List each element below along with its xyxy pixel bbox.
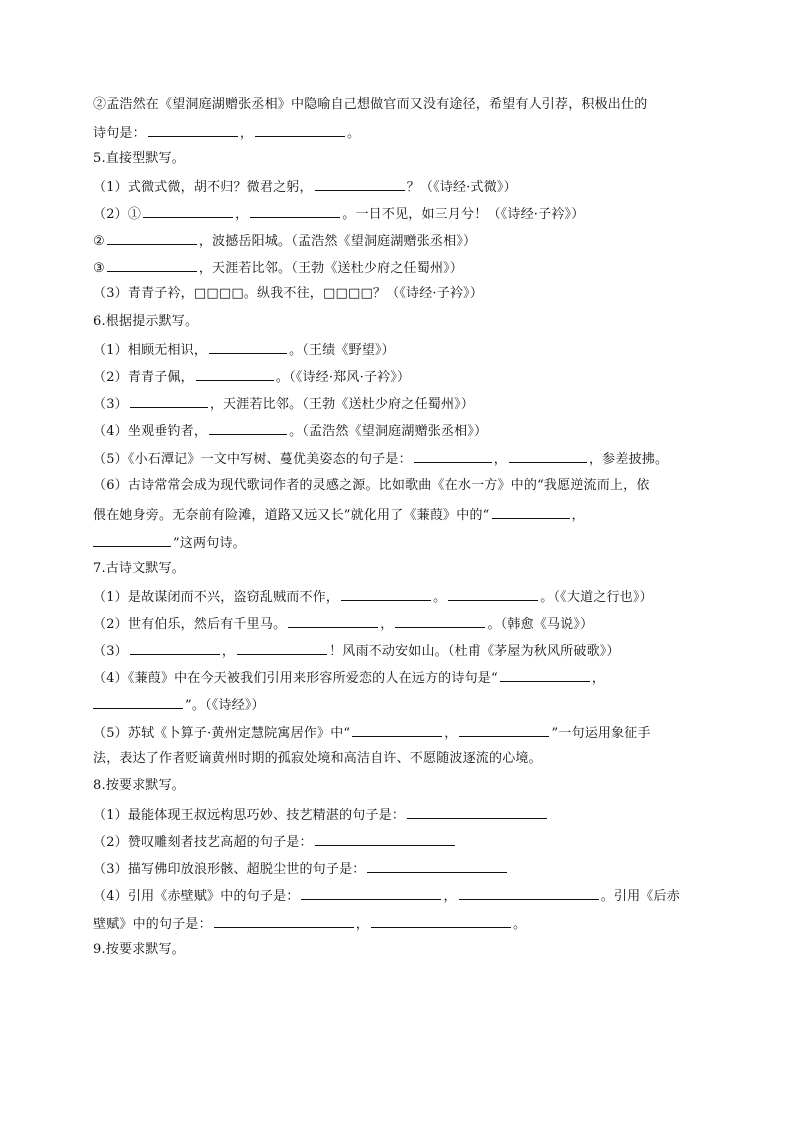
answer-blank[interactable] [107, 258, 197, 272]
q7-1 [93, 587, 653, 607]
answer-blank[interactable] [371, 914, 511, 928]
q4-2-line2 [93, 123, 360, 143]
text: （3） [93, 644, 128, 659]
section-9-heading [93, 941, 185, 959]
answer-blank[interactable] [209, 421, 287, 435]
text: 。 [433, 590, 447, 605]
text: 6.根据提示默写。 [93, 314, 199, 329]
answer-blank[interactable] [209, 340, 287, 354]
text: （1）最能体现王叔远构思巧妙、技艺精湛的句子是： [93, 808, 406, 823]
text: （1）是故谋闭而不兴，盗窃乱贼而不作， [93, 590, 340, 605]
text: ？（《诗经·式微》） [406, 180, 517, 195]
text: （2）青青子佩， [93, 370, 194, 385]
answer-blank[interactable] [301, 886, 441, 900]
q7-5-line2 [93, 750, 542, 768]
answer-blank[interactable] [492, 505, 570, 519]
text: （5）苏轼《卜算子·黄州定慧院寓居作》中“ [93, 726, 351, 741]
q5-3 [93, 285, 483, 303]
text: 7.古诗文默写。 [93, 561, 186, 576]
answer-blank[interactable] [448, 587, 538, 601]
q6-2 [93, 367, 410, 387]
text: ， [493, 452, 507, 467]
answer-blank[interactable] [341, 587, 431, 601]
text: ②孟浩然在《望洞庭湖赠张丞相》中隐喻自己想做官而又没有途径，希望有人引荐，积极出仕的 [93, 97, 648, 112]
q6-6-line3 [93, 533, 246, 553]
text: ， [235, 207, 249, 222]
q6-6-line1 [93, 477, 650, 495]
q8-4-line1 [93, 886, 680, 906]
text: ， [444, 726, 458, 741]
answer-blank[interactable] [315, 832, 455, 846]
q4-2-line1 [93, 96, 647, 114]
text: ， [571, 508, 585, 523]
text: （4）坐观垂钓者， [93, 424, 208, 439]
text: 5.直接型默写。 [93, 151, 186, 166]
text: ， [380, 617, 394, 632]
text: ， [355, 917, 370, 932]
text: 法，表达了作者贬谪黄州时期的孤寂处境和高洁自许、不愿随波逐流的心境。 [93, 751, 542, 766]
answer-blank[interactable] [214, 914, 354, 928]
text: ”一句运用象征手 [551, 726, 651, 741]
text: （3）描写佛印放浪形骸、超脱尘世的句子是： [93, 862, 366, 877]
section-5-heading [93, 150, 185, 168]
text: （2）世有伯乐，然后有千里马。 [93, 617, 287, 632]
q8-4-line2 [93, 914, 526, 934]
q5-2c [93, 258, 463, 278]
answer-blank[interactable] [130, 641, 220, 655]
answer-blank[interactable] [459, 886, 599, 900]
q7-4-line2 [93, 695, 265, 715]
text: 。 [347, 126, 361, 141]
text: 。 [513, 917, 527, 932]
text: （5）《小石潭记》一文中写树、蔓优美姿态的句子是： [93, 452, 412, 467]
text: ！风雨不动安如山。（杜甫《茅屋为秋风所破歌》） [329, 644, 620, 659]
text: （3） [93, 397, 128, 412]
text: （3）青青子衿，□□□□。纵我不往，□□□□？（《诗经·子衿》） [93, 286, 484, 301]
answer-blank[interactable] [93, 695, 183, 709]
text: 。（《大道之行也》） [540, 590, 653, 605]
answer-blank[interactable] [414, 449, 492, 463]
text: （6）古诗常常会成为现代歌词作者的灵感之源。比如歌曲《在水一方》中的“我愿逆流而上，依 [93, 478, 650, 493]
text: （4）《蒹葭》中在今天被我们引用来形容所爱恋的人在远方的诗句是“ [93, 671, 498, 686]
q7-4-line1 [93, 668, 605, 688]
q5-2 [93, 204, 584, 224]
answer-blank[interactable] [500, 668, 590, 682]
text: ，波撼岳阳城。（孟浩然《望洞庭湖赠张丞相》） [198, 234, 477, 249]
q6-1 [93, 340, 395, 360]
text: ， [591, 671, 606, 686]
answer-blank[interactable] [255, 123, 345, 137]
text: ”。（《诗经》） [185, 698, 265, 713]
q6-6-line2 [93, 505, 585, 525]
answer-blank[interactable] [148, 123, 238, 137]
q5-2b [93, 231, 476, 251]
text: 。一日不见，如三月兮！（《诗经·子衿》） [342, 207, 585, 222]
answer-blank[interactable] [459, 723, 549, 737]
text: ，天涯若比邻。（王勃《送杜少府之任蜀州》） [209, 397, 475, 412]
q5-1 [93, 177, 517, 197]
answer-blank[interactable] [288, 614, 378, 628]
answer-blank[interactable] [509, 449, 587, 463]
q8-1 [93, 805, 549, 825]
text: （2）① [93, 207, 142, 222]
text: ③ [93, 261, 105, 276]
text: ，天涯若比邻。（王勃《送杜少府之任蜀州》） [198, 261, 464, 276]
text: （4）引用《赤壁赋》中的句子是： [93, 889, 300, 904]
answer-blank[interactable] [107, 231, 197, 245]
text: 8.按要求默写。 [93, 778, 186, 793]
q7-2 [93, 614, 593, 634]
text: ，参差披拂。 [588, 452, 669, 467]
answer-blank[interactable] [407, 805, 547, 819]
answer-blank[interactable] [143, 204, 233, 218]
text: ， [239, 126, 254, 141]
section-8-heading [93, 777, 185, 795]
q6-4 [93, 421, 487, 441]
q6-3 [93, 394, 474, 414]
text: 9.按要求默写。 [93, 942, 186, 957]
answer-blank[interactable] [196, 367, 274, 381]
section-6-heading [93, 313, 198, 331]
section-7-heading [93, 560, 185, 578]
text: ， [443, 889, 457, 904]
q6-5 [93, 449, 668, 469]
q8-2 [93, 832, 457, 852]
text: 。（韩愈《马说》） [487, 617, 594, 632]
answer-blank[interactable] [237, 641, 327, 655]
text: 。（《诗经·郑风·子衿》） [275, 370, 411, 385]
text: 壁赋》中的句子是： [93, 917, 212, 932]
text: 诗句是： [93, 126, 146, 141]
q7-3 [93, 641, 620, 661]
text: 。（王绩《野望》） [289, 343, 395, 358]
q8-3 [93, 859, 509, 879]
text: （1）相顾无相识， [93, 343, 208, 358]
text: （2）赞叹雕刻者技艺高超的句子是： [93, 835, 313, 850]
answer-blank[interactable] [130, 394, 208, 408]
text: ”这两句诗。 [173, 536, 246, 551]
answer-blank[interactable] [395, 614, 485, 628]
text: 。（孟浩然《望洞庭湖赠张丞相》） [289, 424, 488, 439]
answer-blank[interactable] [352, 723, 442, 737]
q7-5-line1 [93, 723, 651, 743]
text: 偎在她身旁。无奈前有险滩，道路又远又长”就化用了《蒹葭》中的“ [93, 508, 490, 523]
answer-blank[interactable] [250, 204, 340, 218]
answer-blank[interactable] [93, 533, 171, 547]
answer-blank[interactable] [367, 859, 507, 873]
text: ② [93, 234, 105, 249]
text: （1）式微式微，胡不归？微君之躬， [93, 180, 313, 195]
answer-blank[interactable] [315, 177, 405, 191]
text: 。引用《后赤 [600, 889, 680, 904]
text: ， [221, 644, 236, 659]
